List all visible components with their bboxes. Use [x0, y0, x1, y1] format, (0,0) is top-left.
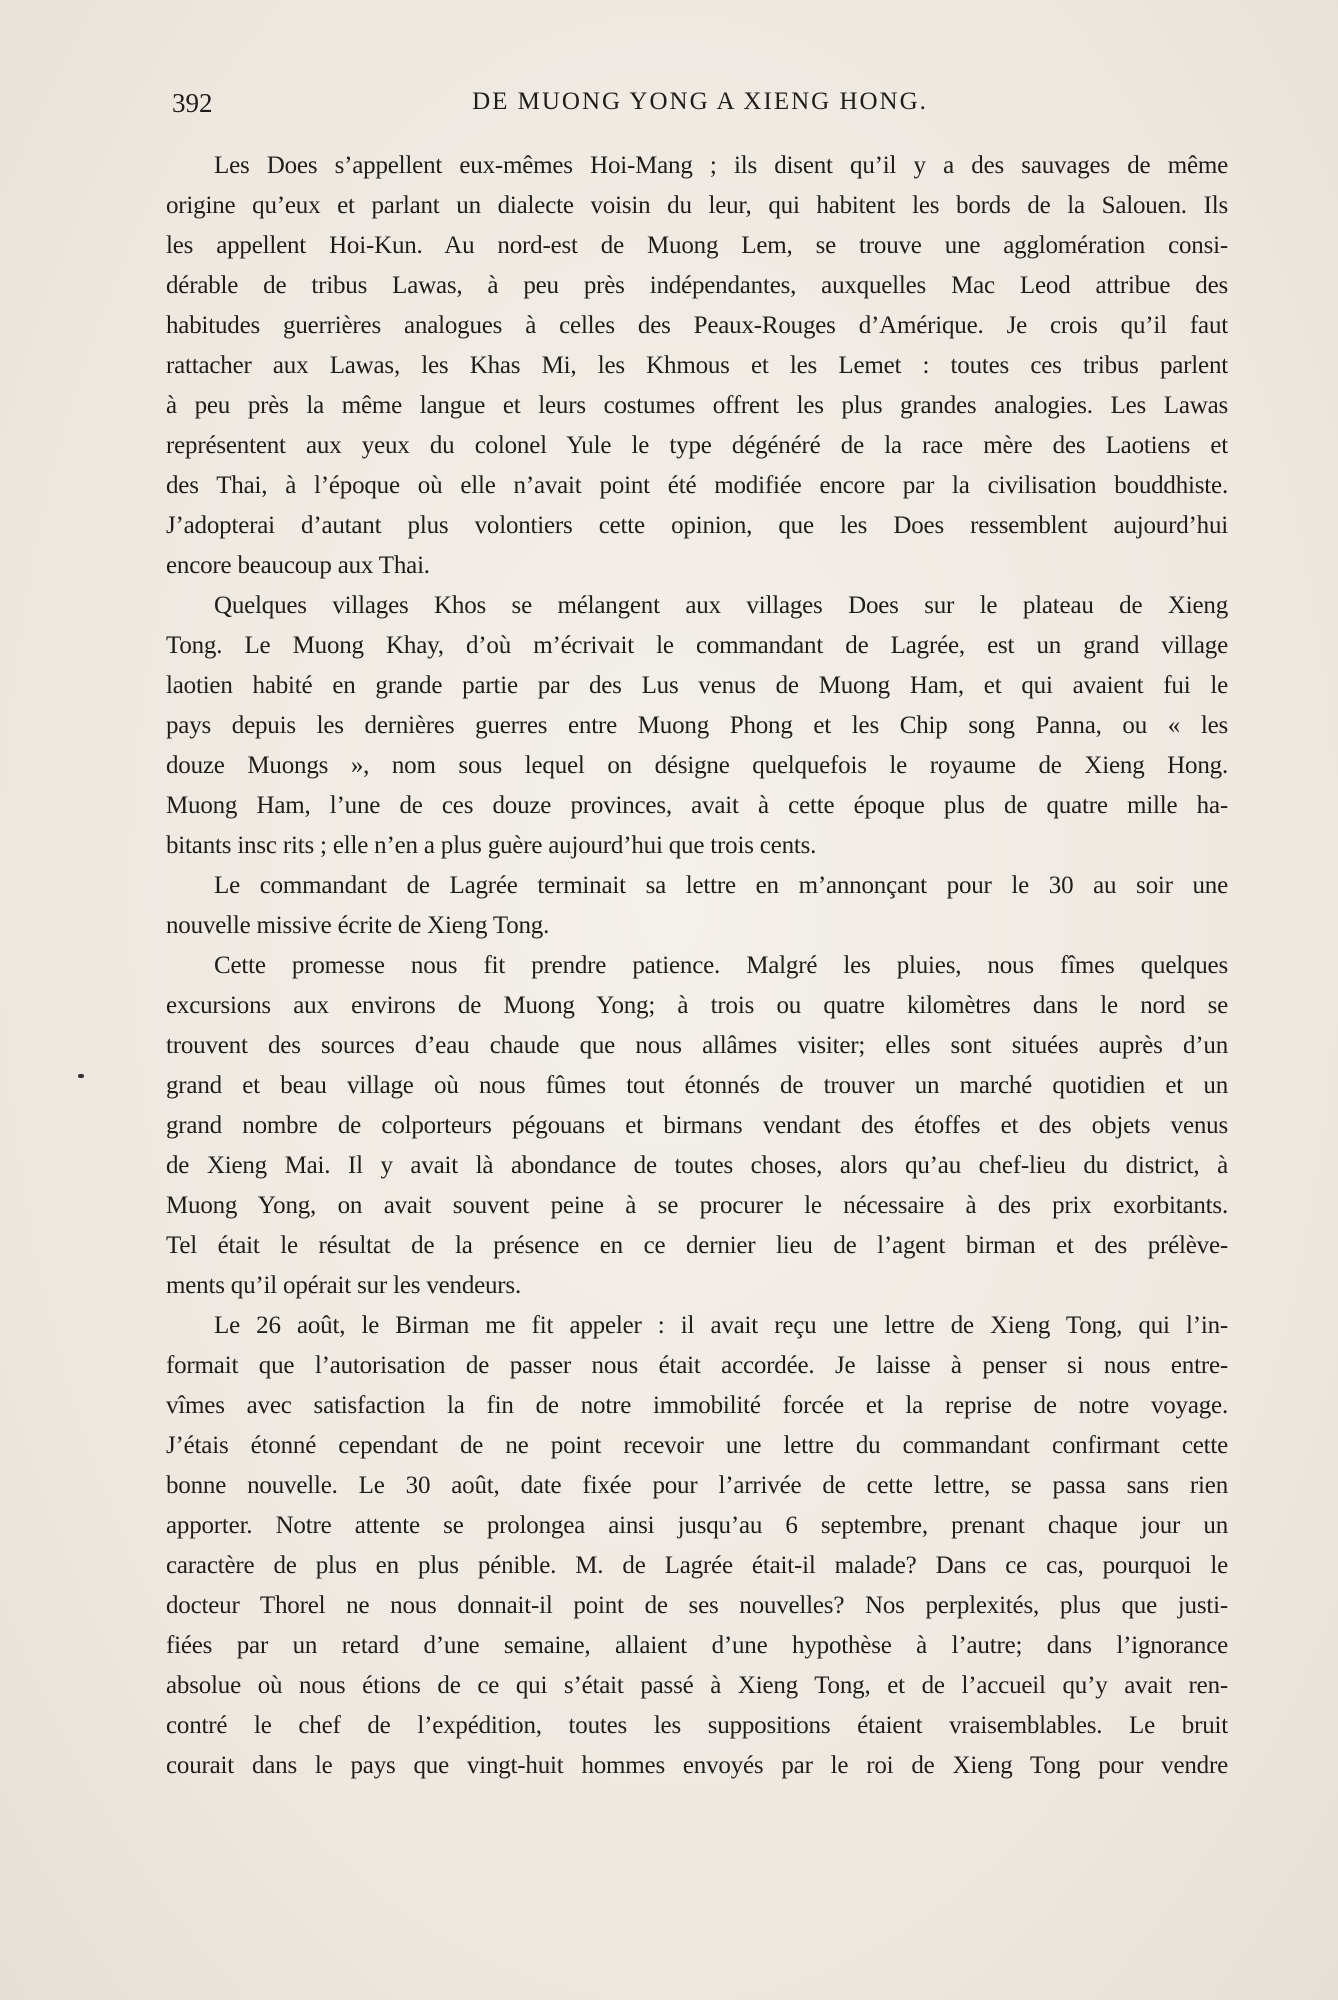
text-line: des Thai, à l’époque où elle n’avait point été modifiée encore par la civilisation bouddhiste. — [166, 472, 1228, 499]
text-line: bonne nouvelle. Le 30 août, date fixée pour l’arrivée de cette lettre, se passa sans rien — [166, 1472, 1228, 1499]
paragraph — [166, 1306, 1228, 1786]
body-text — [166, 146, 1228, 1786]
text-line: encore beaucoup aux Thai. — [166, 552, 430, 579]
text-line: Les Does s’appellent eux-mêmes Hoi-Mang ; ils disent qu’il y a des sauvages de même — [214, 152, 1228, 179]
text-line: J’étais étonné cependant de ne point recevoir une lettre du commandant confirmant cette — [166, 1432, 1228, 1459]
text-line: origine qu’eux et parlant un dialecte voisin du leur, qui habitent les bords de la Salouen. Ils — [166, 192, 1228, 219]
margin-ink-mark — [78, 1074, 84, 1078]
text-line: apporter. Notre attente se prolongea ainsi jusqu’au 6 septembre, prenant chaque jour un — [166, 1512, 1228, 1539]
text-line: les appellent Hoi-Kun. Au nord-est de Muong Lem, se trouve une agglomération consi- — [166, 232, 1228, 259]
text-line: contré le chef de l’expédition, toutes les suppositions étaient vraisemblables. Le bruit — [166, 1712, 1228, 1739]
text-line: bitants insc rits ; elle n’en a plus guère aujourd’hui que trois cents. — [166, 832, 817, 859]
page-number: 392 — [172, 88, 213, 118]
text-line: excursions aux environs de Muong Yong; à trois ou quatre kilomètres dans le nord se — [166, 992, 1228, 1019]
text-line: Tong. Le Muong Khay, d’où m’écrivait le commandant de Lagrée, est un grand village — [166, 632, 1228, 659]
text-line: habitudes guerrières analogues à celles des Peaux-Rouges d’Amérique. Je crois qu’il faut — [166, 312, 1228, 339]
text-line: Le commandant de Lagrée terminait sa lettre en m’annonçant pour le 30 au soir une — [214, 872, 1228, 899]
text-line: absolue où nous étions de ce qui s’était passé à Xieng Tong, et de l’accueil qu’y avait ren- — [166, 1672, 1228, 1699]
text-line: fiées par un retard d’une semaine, allaient d’une hypothèse à l’autre; dans l’ignorance — [166, 1632, 1228, 1659]
text-line: laotien habité en grande partie par des Lus venus de Muong Ham, et qui avaient fui le — [166, 672, 1228, 699]
text-line: pays depuis les dernières guerres entre Muong Phong et les Chip song Panna, ou « les — [166, 712, 1228, 739]
paragraph — [166, 946, 1228, 1306]
text-line: à peu près la même langue et leurs costumes offrent les plus grandes analogies. Les Lawas — [166, 392, 1228, 419]
text-line: courait dans le pays que vingt-huit hommes envoyés par le roi de Xieng Tong pour vendre — [166, 1752, 1228, 1779]
text-line: rattacher aux Lawas, les Khas Mi, les Khmous et les Lemet : toutes ces tribus parlent — [166, 352, 1228, 379]
text-line: dérable de tribus Lawas, à peu près indépendantes, auxquelles Mac Leod attribue des — [166, 272, 1228, 299]
text-line: Quelques villages Khos se mélangent aux villages Does sur le plateau de Xieng — [214, 592, 1228, 619]
text-line: ments qu’il opérait sur les vendeurs. — [166, 1272, 522, 1299]
text-line: J’adopterai d’autant plus volontiers cette opinion, que les Does ressemblent aujourd’hui — [166, 512, 1228, 539]
text-line: vîmes avec satisfaction la fin de notre immobilité forcée et la reprise de notre voyage. — [166, 1392, 1228, 1419]
text-line: Muong Ham, l’une de ces douze provinces, avait à cette époque plus de quatre mille ha- — [166, 792, 1228, 819]
paragraph — [166, 866, 1228, 946]
text-line: nouvelle missive écrite de Xieng Tong. — [166, 912, 550, 939]
running-title: DE MUONG YONG A XIENG HONG. — [472, 88, 928, 115]
paragraph — [166, 586, 1228, 866]
text-line: Muong Yong, on avait souvent peine à se procurer le nécessaire à des prix exorbitants. — [166, 1192, 1228, 1219]
text-line: grand et beau village où nous fûmes tout étonnés de trouver un marché quotidien et un — [166, 1072, 1228, 1099]
text-line: caractère de plus en plus pénible. M. de Lagrée était-il malade? Dans ce cas, pourquoi le — [166, 1552, 1228, 1579]
text-line: docteur Thorel ne nous donnait-il point de ses nouvelles? Nos perplexités, plus que justi- — [166, 1592, 1228, 1619]
text-line: représentent aux yeux du colonel Yule le type dégénéré de la race mère des Laotiens et — [166, 432, 1228, 459]
text-line: Le 26 août, le Birman me fit appeler : il avait reçu une lettre de Xieng Tong, qui l’in- — [214, 1312, 1228, 1339]
paragraph — [166, 146, 1228, 586]
text-line: Cette promesse nous fit prendre patience. Malgré les pluies, nous fîmes quelques — [214, 952, 1228, 979]
text-line: de Xieng Mai. Il y avait là abondance de toutes choses, alors qu’au chef-lieu du district, à — [166, 1152, 1228, 1179]
text-line: douze Muongs », nom sous lequel on désigne quelquefois le royaume de Xieng Hong. — [166, 752, 1228, 779]
text-line: grand nombre de colporteurs pégouans et birmans vendant des étoffes et des objets venus — [166, 1112, 1228, 1139]
text-line: formait que l’autorisation de passer nous était accordée. Je laisse à penser si nous entre- — [166, 1352, 1228, 1379]
text-line: trouvent des sources d’eau chaude que nous allâmes visiter; elles sont situées auprès d’un — [166, 1032, 1228, 1059]
page-header — [170, 88, 1230, 124]
text-line: Tel était le résultat de la présence en ce dernier lieu de l’agent birman et des prélève- — [166, 1232, 1228, 1259]
